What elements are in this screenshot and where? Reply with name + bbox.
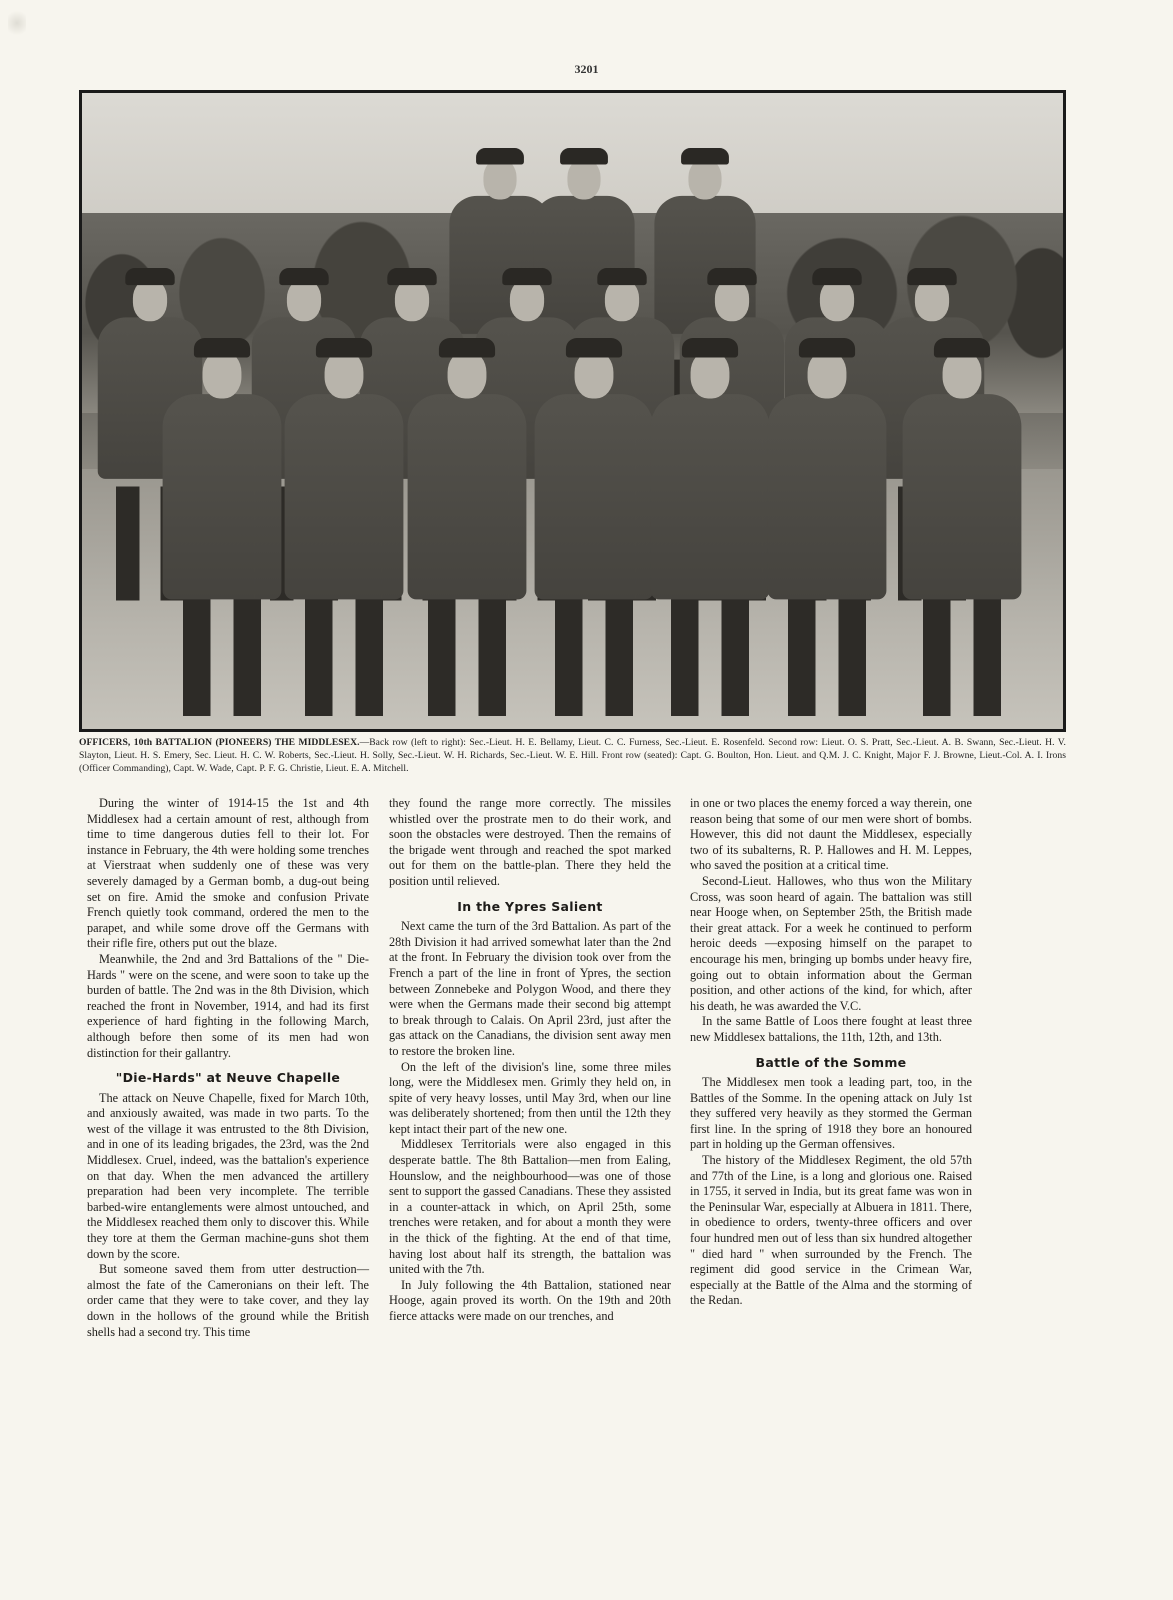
paragraph: they found the range more correctly. The missiles whistled over the prostrate men to do their work, and soon the obstacles were destroyed. Then the remains of the brigade went through and reached the spot marked out for them on the battle-plan. There they held the position until relieved. — [389, 796, 671, 888]
officer-figure — [402, 338, 532, 727]
scan-smudge — [8, 8, 26, 38]
paragraph: The attack on Neuve Chapelle, fixed for March 10th, and anxiously awaited, was made in two parts. To the west of the village it was entrusted to the 8th Division, and in one of its leading brigades, the 23rd, was the 2nd Middlesex. Cruel, indeed, was the battalion's experience on that day. When the men advanced the artillery preparation had been very incomplete. The terrible barbed-wire entanglements were almost untouched, and the Middlesex reached them only to discover this. While they tore at them the German machine-guns shot them down by the score. — [87, 1090, 369, 1261]
paragraph: In the same Battle of Loos there fought at least three new Middlesex battalions, the 11th, 12th, and 13th. — [690, 1014, 972, 1044]
page-number: 3201 — [574, 62, 599, 76]
officer-figure — [157, 338, 287, 727]
photo-caption — [79, 736, 1066, 775]
paragraph: On the left of the division's line, some three miles long, were the Middlesex men. Grimly they held on, in spite of very heavy losses, until May 3rd, when our line was deliberately shortened; from then until the 12th they kept intact their part of the new one. — [389, 1059, 671, 1136]
paragraph: The Middlesex men took a leading part, too, in the Battles of the Somme. In the opening attack on July 1st they suffered very heavily as they stormed the German first line. In the spring of 1918 they bore an honoured part in holding up the German offensives. — [690, 1075, 972, 1152]
section-heading: Battle of the Somme — [755, 1054, 907, 1070]
text-column-1 — [87, 796, 369, 1340]
caption-text: —Back row (left to right): Sec.-Lieut. H. E. Bellamy, Lieut. C. C. Furness, Sec.-Lieut. E. Rosenfeld. Second row: Lieut. O. S. Pratt, Sec.-Lieut. A. B. Swann, Sec.-Lieut. H. V. Slayton, Lieut. H. S. Emery, Sec. Lieut. H. C. W. Roberts, Sec.-Lieut. H. Solly, Sec.-Lieut. W. H. Richards, Sec.-Lieut. W. E. Hill. Front row (seated): Capt. G. Boulton, Hon. Lieut. and Q.M. J. C. Knight, Major F. J. Browne, Lieut.-Col. A. I. Irons (Officer Commanding), Capt. W. Wade, Capt. P. F. G. Christie, Lieut. E. A. Mitchell. — [79, 737, 1066, 774]
officer-figure — [762, 338, 892, 727]
paragraph: The history of the Middlesex Regiment, the old 57th and 77th of the Line, is a long and glorious one. Raised in 1755, it served in India, but its great fame was won in the Peninsular War, especially at Albuera in 1811. There, in obedience to orders, twenty-three officers and over four hundred men out of less than six hundred altogether " died hard " when surrounded by the French. The regiment did good service in the Crimean War, especially at the Battle of the Alma and the storming of the Redan. — [690, 1153, 972, 1308]
section-heading: In the Ypres Salient — [457, 898, 603, 914]
paragraph: During the winter of 1914-15 the 1st and 4th Middlesex had a certain amount of rest, although from time to time dangerous duties fell to their lot. For instance in February, the 4th were holding some trenches at Vierstraat when suddenly one of these was very severely damaged by a German bomb, a dug-out being set on fire. Amid the smoke and confusion Private French quietly took command, ordered the men to the parapet, and while some drove off the Germans with their rifle fire, others put out the blaze. — [87, 796, 369, 951]
text-column-2 — [389, 796, 671, 1325]
officer-figure — [529, 338, 659, 727]
paragraph: Meanwhile, the 2nd and 3rd Battalions of the " Die-Hards " were on the scene, and were soon to take up the burden of battle. The 2nd was in the 8th Division, which reached the front in November, 1914, and had its first experience of hard fighting in the following March, although before then some of its men had won distinction for their gallantry. — [87, 951, 369, 1060]
paragraph: Next came the turn of the 3rd Battalion. As part of the 28th Division it had arrived somewhat later than the 2nd at the front. In February the division took over from the French a part of the line in front of Ypres, the section between Zonnebeke and Polygon Wood, and there they were when the Germans made their second big attempt to break through to Calais. On April 23rd, just after the gas attack on the Canadians, the division sent away men to restore the broken line. — [389, 919, 671, 1058]
officer-figure — [645, 338, 775, 727]
officer-figure — [279, 338, 409, 727]
paragraph: in one or two places the enemy forced a way therein, one reason being that some of our men were short of bombs. However, this did not daunt the Middlesex, especially two of its subalterns, R. P. Hallowes and H. M. Leppes, who saved the position at a critical time. — [690, 796, 972, 873]
paragraph: In July following the 4th Battalion, stationed near Hooge, again proved its worth. On the 19th and 20th fierce attacks were made on our trenches, and — [389, 1277, 671, 1323]
text-column-3 — [690, 796, 972, 1309]
officer-figure — [897, 338, 1027, 727]
paragraph: Second-Lieut. Hallowes, who thus won the Military Cross, was soon heard of again. The battalion was still near Hooge when, on September 25th, the British made their great attack. For a week he continued to perform heroic deeds —exposing himself on the parapet to encourage his men, bringing up bombs under heavy fire, going out to obtain information about the German position, and other actions of the kind, for which, after his death, he was awarded the V.C. — [690, 873, 972, 1013]
group-photograph — [79, 90, 1066, 732]
section-heading: "Die-Hards" at Neuve Chapelle — [115, 1070, 341, 1086]
caption-lead: OFFICERS, 10th BATTALION (PIONEERS) THE MIDDLESEX. — [79, 737, 360, 748]
paragraph: But someone saved them from utter destruction—almost the fate of the Cameronians on their left. The order came that they were to take cover, and they lay down in the hollows of the ground while the British shells had a second try. This time — [87, 1262, 369, 1339]
paragraph: Middlesex Territorials were also engaged in this desperate battle. The 8th Battalion—men from Ealing, Hounslow, and the neighbourhood—was one of those sent to support the gassed Canadians. These they assisted in a counter-attack in which, on April 25th, some trenches were retaken, and for about a month they were in the thick of the fighting. At the end of that time, having lost about half its strength, the battalion was united with the 7th. — [389, 1137, 671, 1277]
